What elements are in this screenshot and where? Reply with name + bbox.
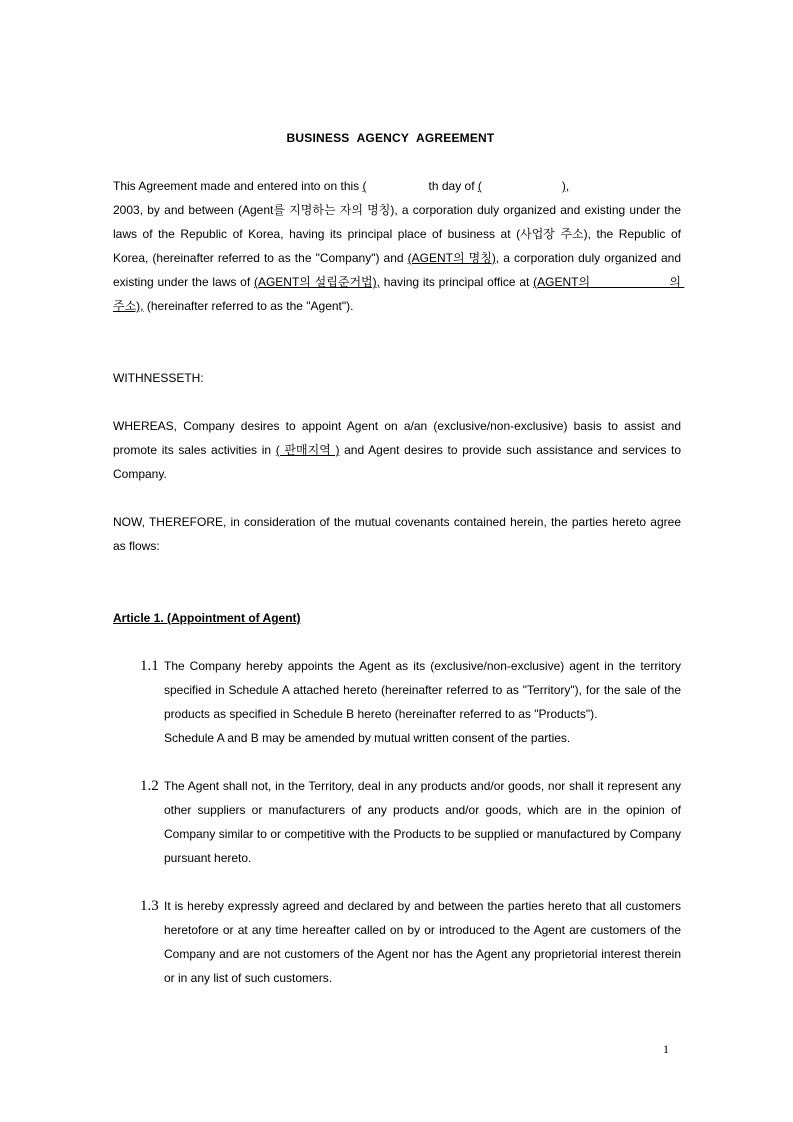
clause-1-1 [140,654,681,750]
intro-text-3: 2003, by and between (Agent를 지명하는 자의 명칭), a corporation duly organized and existing under the laws of the Republic of Korea, having its principal place of business at (사업장 주소), the Republic of Korea, (hereinafter referred to as the "Company") and [113,203,681,265]
page-number: 1 [663,1042,669,1056]
document-title: BUSINESS AGENCY AGREEMENT [286,131,495,145]
clause-number: 1.3 [140,898,159,914]
intro-paragraph [113,174,685,318]
agent-address-field: (AGENT의 의 주소), [113,275,685,313]
clause-1-2 [140,774,681,870]
clause-text: The Agent shall not, in the Territory, deal in any products and/or goods, nor shall it represent any other suppliers or manufacturers of any products and/or goods, which are in the opinion of Company similar to or competitive with the Products to be supplied or manufactured by Company pursuant hereto. [164,779,681,865]
intro-text-1: This Agreement made and entered into on this [113,179,363,193]
agent-name-field: (AGENT의 명칭), [407,251,500,265]
whereas-text-2: and Agent desires to provide such assistance and services to Company. [113,443,681,481]
clause-text-amendment: Schedule A and B may be amended by mutual written consent of the parties. [164,731,571,745]
clause-1-3 [140,894,681,990]
whereas-text-1: WHEREAS, Company desires to appoint Agent on a/an (exclusive/non-exclusive) basis to assist and promote its sales activities in [113,419,681,457]
whereas-paragraph [113,414,681,486]
article-1-heading: Article 1. (Appointment of Agent) [113,611,301,625]
clause-text: The Company hereby appoints the Agent as its (exclusive/non-exclusive) agent in the territory specified in Schedule A attached hereto (hereinafter referred to as "Territory"), for the sale of the products as specified in Schedule B hereto (hereinafter referred to as "Products"). [164,659,681,721]
witnesseth-heading: WITHNESSETH: [113,371,204,385]
territory-field: ( 판매지역 ) [275,443,340,457]
intro-text-2: th day of [428,179,478,193]
intro-text-5: having its principal office at [379,275,534,289]
agent-law-field: (AGENT의 설립준거법), [253,275,380,289]
now-therefore-paragraph: NOW, THEREFORE, in consideration of the mutual covenants contained herein, the parties hereto agree as flows: [113,515,681,553]
clause-text: It is hereby expressly agreed and declared by and between the parties hereto that all customers heretofore or at any time hereafter called on by or introduced to the Agent are customers of the Company and are not customers of the Agent nor has the Agent any proprietorial interest therein or in any list of such customers. [164,899,681,985]
month-blank: ( ), [477,179,570,193]
day-blank: ( [362,179,367,193]
clause-number: 1.2 [140,778,159,794]
clause-number: 1.1 [140,658,159,674]
intro-text-6: (hereinafter referred to as the "Agent"). [143,299,354,313]
intro-text-4: a corporation duly organized and existing under the laws of [113,251,681,289]
